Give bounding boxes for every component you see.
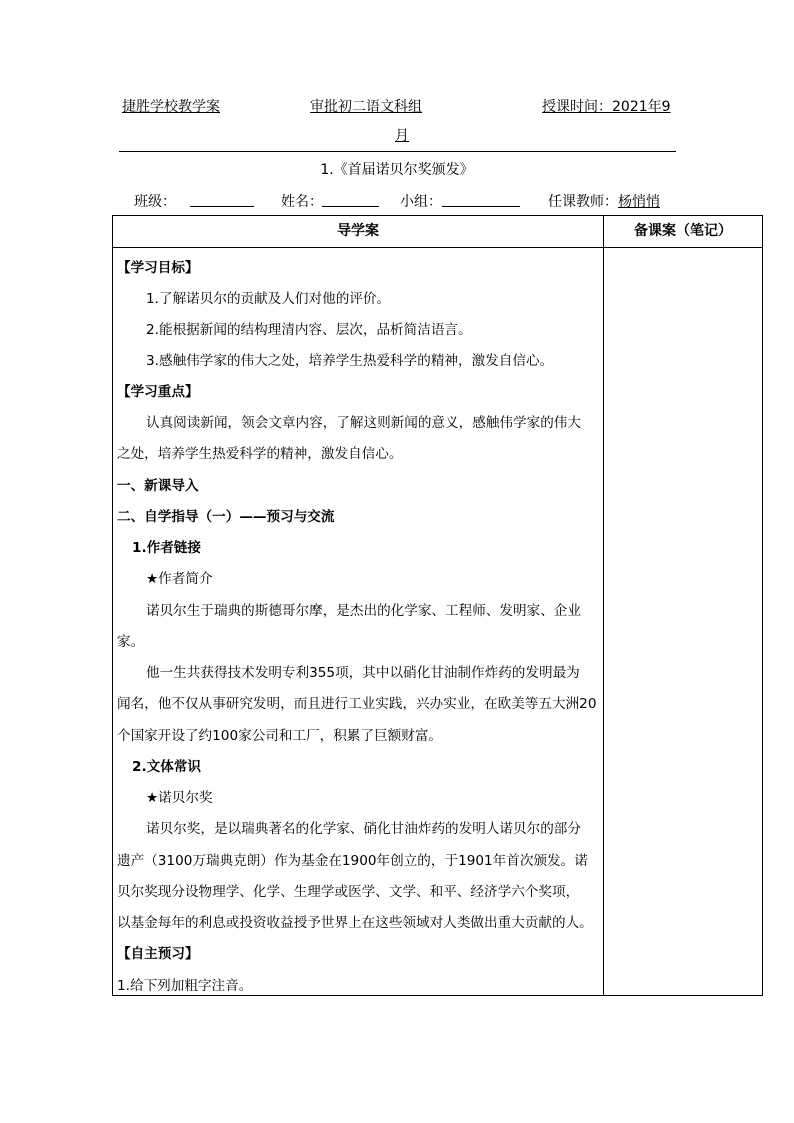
bio2-line2: 闻名，他不仅从事研究发明，而且进行工业实践，兴办实业，在欧美等五大洲20 [117,696,597,712]
subsection-author-link: 1.作者链接 [132,540,201,556]
notes-cell[interactable] [604,248,763,996]
subsection-genre: 2.文体常识 [132,759,201,775]
section-2-heading: 二、自学指导（一）——预习与交流 [117,509,335,525]
notes-header: 备课案（笔记） [604,216,763,248]
bio-line2: 家。 [117,634,145,650]
page-title: 1.《首届诺贝尔奖颁发》 [320,162,474,178]
prize-line3: 贝尔奖现分设物理学、化学、生理学或医学、文学、和平、经济学六个奖项， [117,884,580,900]
header-divider [119,151,676,152]
prize-line4: 以基金每年的利息或投资收益授予世界上在这些领域对人类做出重大贡献的人。 [117,915,593,931]
study-plan-cell [113,248,604,996]
prize-line2: 遗产（3100万瑞典克朗）作为基金在1900年创立的，于1901年首次颁发。诺 [117,853,588,869]
school-name: 捷胜学校教学案 [122,99,220,115]
lesson-time-month: 月 [395,128,409,144]
focus-text-line2: 之处，培养学生热爱科学的精神，激发自信心。 [117,446,403,462]
author-intro-label: ★作者简介 [146,571,213,587]
class-label: 班级： [134,194,176,210]
teacher-label: 任课教师： [548,194,618,210]
focus-heading: 【学习重点】 [117,384,199,400]
group-label: 小组： [400,194,442,210]
section-1-heading: 一、新课导入 [117,478,199,494]
bio2-line1: 他一生共获得技术发明专利355项，其中以硝化甘油制作炸药的发明最为 [146,665,580,681]
goals-heading: 【学习目标】 [117,260,199,276]
name-label: 姓名： [281,194,323,210]
review-group: 审批初二语文科组 [310,99,422,115]
bio2-line3: 个国家开设了约100家公司和工厂，积累了巨额财富。 [117,728,443,744]
preview-question-1: 1.给下列加粗字注音。 [117,978,253,994]
class-blank[interactable] [190,191,254,207]
study-plan-header: 导学案 [113,216,604,248]
goal-2: 2.能根据新闻的结构理清内容、层次，品析简洁语言。 [146,322,472,338]
group-blank[interactable] [442,191,520,207]
lesson-table [112,215,763,996]
bio-line1: 诺贝尔生于瑞典的斯德哥尔摩，是杰出的化学家、工程师、发明家、企业 [146,603,581,619]
focus-text-line1: 认真阅读新闻，领会文章内容，了解这则新闻的意义，感触伟学家的伟大 [146,415,581,431]
teacher-name: 杨悄悄 [618,194,660,210]
preview-heading: 【自主预习】 [117,946,199,962]
name-blank[interactable] [322,191,379,207]
lesson-time: 授课时间：2021年9 [542,99,671,115]
goal-3: 3.感触伟学家的伟大之处，培养学生热爱科学的精神，激发自信心。 [146,353,554,369]
goal-1: 1.了解诺贝尔的贡献及人们对他的评价。 [146,291,391,307]
prize-line1: 诺贝尔奖，是以瑞典著名的化学家、硝化甘油炸药的发明人诺贝尔的部分 [146,821,581,837]
nobel-prize-label: ★诺贝尔奖 [146,790,213,806]
